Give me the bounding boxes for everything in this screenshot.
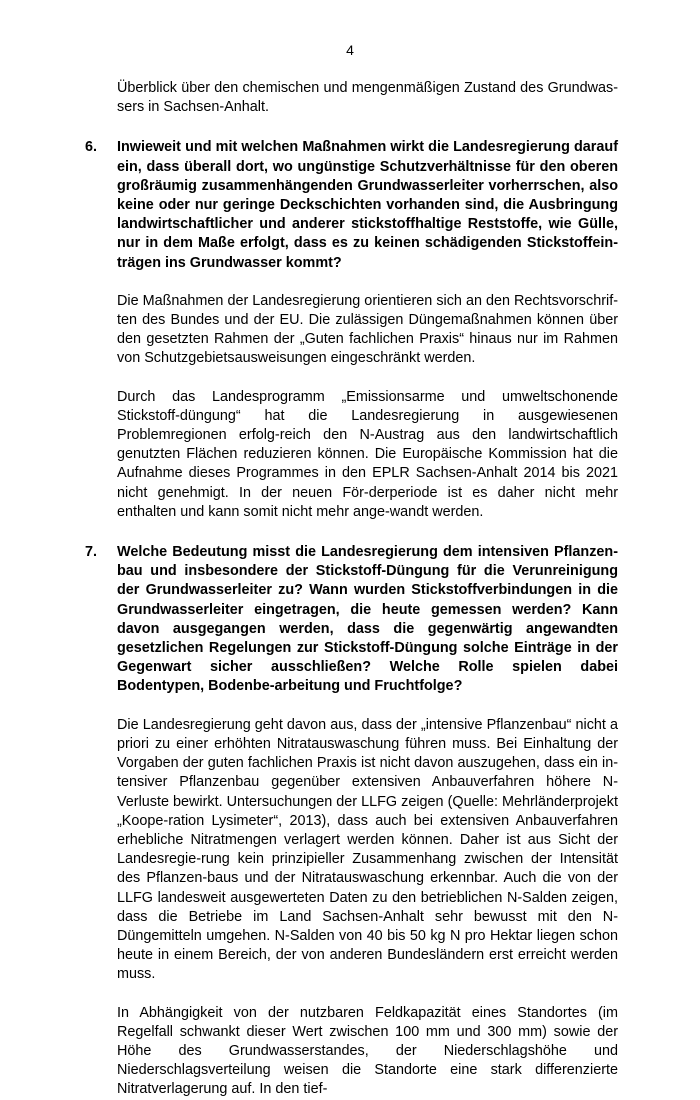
answer-6-paragraph-2: Durch das Landesprogramm „Emissionsarme und umweltschonende Stickstoff-düngung“ hat die Landesregierung in ausgewiesenen Problemregionen erfolg-reich den N-Austrag aus den landwirtschaftlich genutzten Flächen reduzieren können. Die Europäische Kommission hat die Aufnahme dieses Programmes in den EPLR Sachsen-Anhalt 2014 bis 2021 nicht genehmigt. In der neuen För-derperiode ist es daher nicht mehr enthalten und kann somit nicht mehr ange-wandt werden. xyxy=(117,388,618,520)
answer-7-paragraph-2: In Abhängigkeit von der nutzbaren Feldkapazität eines Standortes (im Regelfall schwankt dieser Wert zwischen 100 mm und 300 mm) sowie der Höhe des Grundwasserstandes, der Niederschlagshöhe und Niederschlagsverteilung weisen die Standorte eine stark differenzierte Nitratverlagerung auf. In den tief- xyxy=(117,1004,618,1098)
question-number: 6. xyxy=(85,139,98,156)
page-number: 4 xyxy=(346,42,354,58)
intro-paragraph: Überblick über den chemischen und mengenmäßigen Zustand des Grundwas-sers in Sachsen-Anhalt. xyxy=(117,80,618,116)
question-7 xyxy=(85,543,618,697)
question-6 xyxy=(85,138,618,272)
question-text: Welche Bedeutung misst die Landesregierung dem intensiven Pflanzen-bau und insbesondere der Stickstoff-Düngung für die Verunreinigung der Grundwasserleiter zu? Wann wurden Stickstoffverbindungen in die Grundwasserleiter eingetragen, die heute gemessen werden? Kann davon ausgegangen werden, dass die gegenwärtig angewandten gesetzlichen Regelungen zur Stickstoff-Düngung solche Einträge in der Gegenwart sicher ausschließen? Welche Rolle spielen dabei Bodentypen, Bodenbe-arbeitung und Fruchtfolge? xyxy=(117,544,618,695)
answer-7-paragraph-1: Die Landesregierung geht davon aus, dass der „intensive Pflanzenbau“ nicht a priori zu einer erhöhten Nitratauswaschung führen muss. Bei Einhaltung der Vorgaben der guten fachlichen Praxis ist nicht davon auszugehen, dass ein in-tensiver Pflanzenbau gegenüber extensiven Anbauverfahren höhere N-Verluste bewirkt. Untersuchungen der LLFG zeigen (Quelle: Mehrländerprojekt „Koope-ration Lysimeter“, 2013), dass auch bei extensiven Anbauverfahren erhebliche Nitratmengen verlagert werden können. Daher ist aus Sicht der Landesregie-rung kein prinzipieller Zusammenhang zwischen der Intensität des Pflanzen-baus und der Nitratauswaschung erkennbar. Auch die von der LLFG landesweit ausgewerteten Daten zu den betrieblichen N-Salden zeigen, dass die Betriebe im Land Sachsen-Anhalt sehr bewusst mit den N-Düngemitteln umgehen. N-Salden von 40 bis 50 kg N pro Hektar liegen schon heute in einem Bereich, der von anderen Bundesländern erst erreicht werden muss. xyxy=(117,716,618,983)
question-text: Inwieweit und mit welchen Maßnahmen wirkt die Landesregierung darauf ein, dass überall dort, wo ungünstige Schutzverhältnisse für den oberen großräumig zusammenhängenden Grundwasserleiter vorherrschen, also keine oder nur geringe Deckschichten vorhanden sind, die Ausbringung landwirtschaftlicher und anderer stickstoffhaltige Reststoffe, wie Gülle, nur in dem Maße erfolgt, dass es zu keinen schädigenden Stickstoffein-trägen ins Grundwasser kommt? xyxy=(117,139,618,271)
answer-6-paragraph-1: Die Maßnahmen der Landesregierung orientieren sich an den Rechtsvorschrif-ten des Bundes und der EU. Die zulässigen Düngemaßnahmen können über den gesetzten Rahmen der „Guten fachlichen Praxis“ hinaus nur im Rahmen von Schutzgebietsausweisungen eingeschränkt werden. xyxy=(117,292,618,367)
document-body xyxy=(85,79,618,1100)
question-number: 7. xyxy=(85,544,98,561)
